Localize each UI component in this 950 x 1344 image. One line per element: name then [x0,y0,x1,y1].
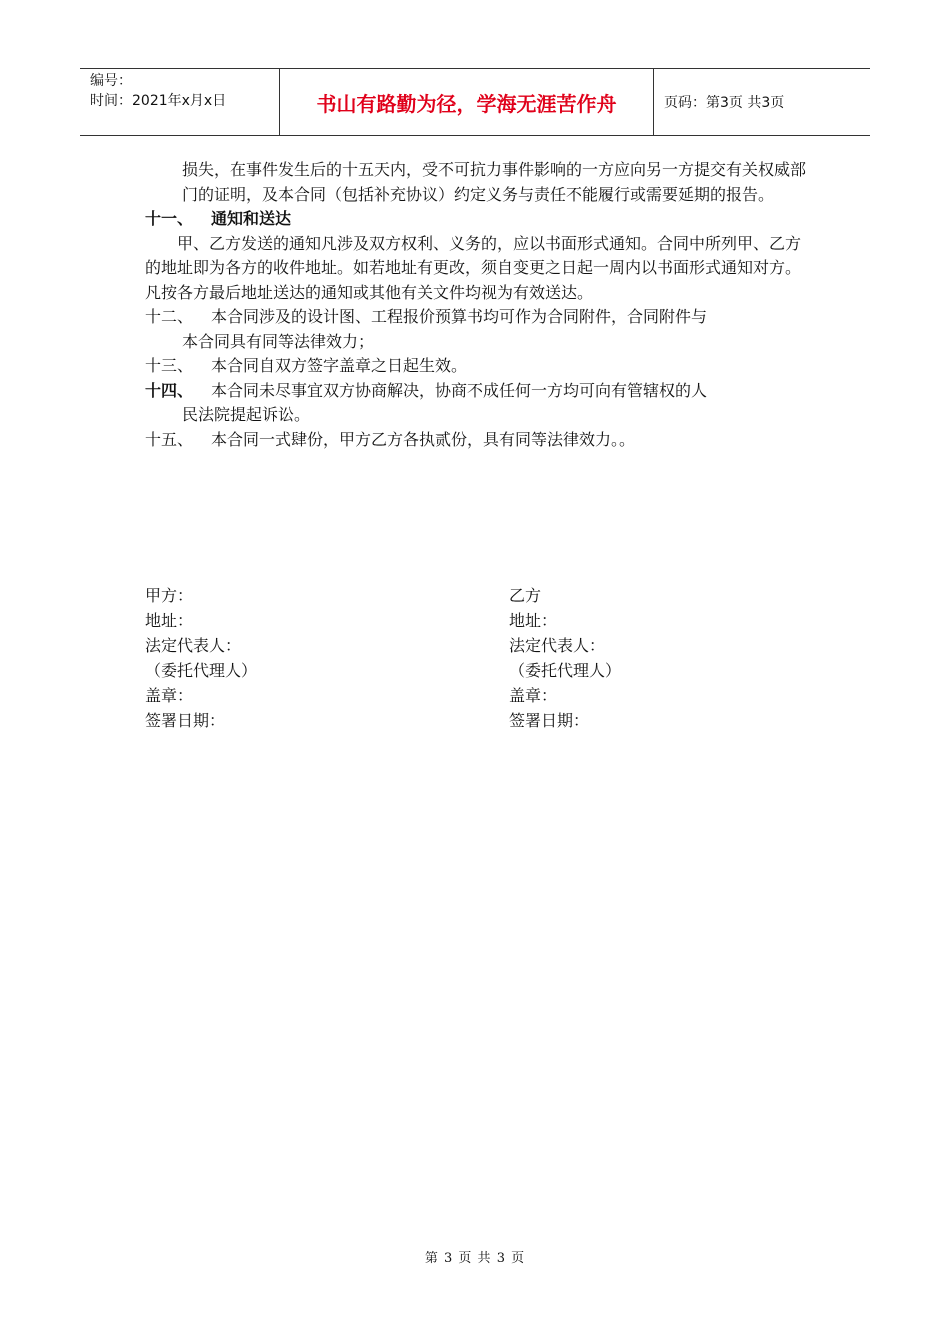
clause-title: 通知和送达 [211,209,292,228]
party-b-agent: （委托代理人） [509,661,622,680]
party-b-label: 乙方 [509,586,542,605]
continued-paragraph: 损失，在事件发生后的十五天内，受不可抗力事件影响的一方应向另一方提交有关权威部门的证明，及本合同（包括补充协议）约定义务与责任不能履行或需要延期的报告。 [182,160,807,204]
clause-12 [145,305,807,330]
party-a-address: 地址： [145,611,194,630]
party-a-seal: 盖章： [145,686,194,705]
clause-number: 十一、 [145,209,194,228]
doc-number-label: 编号： [90,73,132,89]
clause-14-continued: 民法院提起诉讼。 [182,405,311,424]
party-a-agent: （委托代理人） [145,661,258,680]
clause-13 [145,354,807,379]
party-b-representative: 法定代表人： [509,636,606,655]
party-a-label: 甲方： [145,586,194,605]
header-slogan: 书山有路勤为径，学海无涯苦作舟 [280,69,654,135]
page-footer: 第 3 页 共 3 页 [424,1251,526,1266]
clause-number: 十二、 [145,307,194,326]
clause-14 [145,379,807,404]
clause-12-continued: 本合同具有同等法律效力； [182,331,375,351]
clause-11-text: 甲、乙方发送的通知凡涉及双方权利、义务的，应以书面形式通知。合同中所列甲、乙方的地址即为各方的收件地址。如若地址有更改，须自变更之日起一周内以书面形式通知对方。凡按各方最后地址送达的通知或其他有关文件均视为有效送达。 [145,233,802,302]
clause-number: 十四、 [145,380,194,400]
clause-text: 本合同未尽事宜双方协商解决，协商不成任何一方均可向有管辖权的人 [211,380,708,400]
party-a-representative: 法定代表人： [145,636,242,655]
party-b-address: 地址： [509,611,558,630]
clause-number: 十五、 [145,429,194,449]
party-b-column [509,583,621,733]
contract-body [145,158,807,452]
clause-11-heading [145,207,807,232]
page-header [80,68,870,136]
party-a-date: 签署日期： [145,711,226,730]
doc-time-label: 时间：2021年x月x日 [90,93,227,109]
clause-15 [145,428,807,453]
clause-text: 本合同涉及的设计图、工程报价预算书均可作为合同附件，合同附件与 [211,307,708,326]
clause-text: 本合同一式肆份，甲方乙方各执贰份，具有同等法律效力。。 [211,429,636,449]
header-meta [80,69,280,135]
header-page-label: 页码：第3页 共3页 [664,95,785,111]
party-a-column [145,583,257,733]
party-b-date: 签署日期： [509,711,590,730]
clause-text: 本合同自双方签字盖章之日起生效。 [211,356,468,375]
clause-number: 十三、 [145,356,194,375]
party-b-seal: 盖章： [509,686,558,705]
